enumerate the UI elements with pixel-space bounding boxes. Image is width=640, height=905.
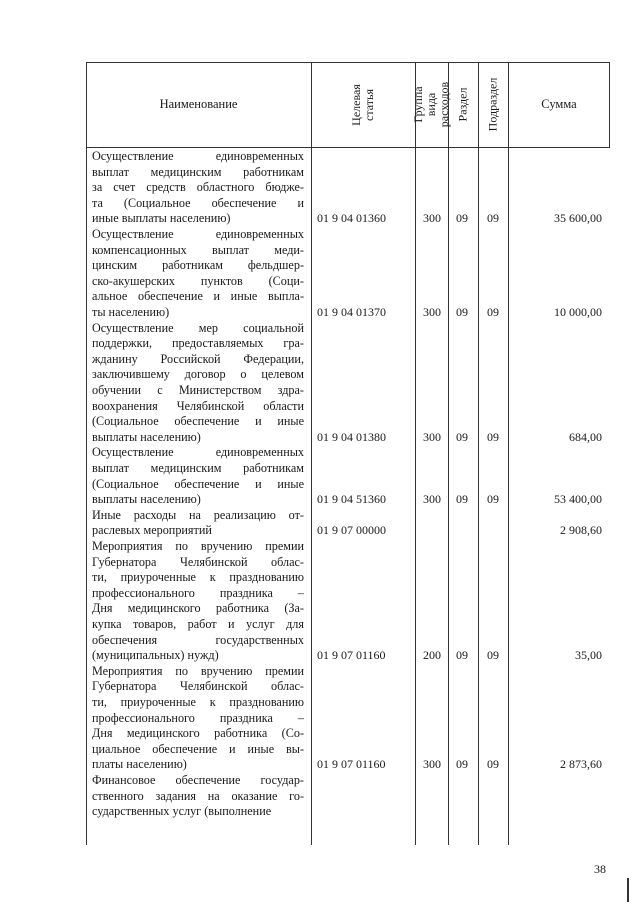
row-expense-group: 300 [423,757,441,772]
row-section: 09 [456,305,468,319]
row-expense-group: 200 [423,648,441,663]
row-subsection: 09 [487,492,499,507]
row-name-line: Губернатора Челябинской облас- [92,679,304,694]
row-name-line: выплат медицинским работникам [92,460,304,475]
header-section [448,62,478,147]
row-name-line: платы населению) [92,757,187,772]
row-name-line: Осуществление единовременных [92,227,304,241]
row-target-article: 01 9 07 01160 [317,648,386,663]
row-name-line: ственного задания на оказание го- [92,788,304,803]
row-section: 09 [456,429,468,444]
row-target-article: 01 9 07 01160 [317,757,386,772]
row-name [92,321,304,446]
row-sum: 53 400,00 [554,492,602,507]
row-sum: 684,00 [569,429,602,444]
column-divider [448,62,449,845]
row-name-line: выплаты населению) [92,492,201,507]
row-subsection: 09 [487,648,499,663]
row-subsection: 09 [487,211,499,226]
header-divider [86,147,610,148]
row-expense-group: 300 [423,305,441,319]
row-name [92,664,304,773]
row-name-line: Иные расходы на реализацию от- [92,507,304,522]
row-name-line: жданину Российской Федерации, [92,351,304,366]
row-name-line: (Социальное обеспечение и иные [92,414,304,429]
row-name [92,773,304,820]
row-section: 09 [456,648,468,663]
row-name-line: (муниципальных) нужд) [92,648,219,663]
row-name-line: ты населению) [92,304,170,319]
row-name-line: поддержки, предоставляемых гра- [92,336,304,351]
header-section-label: Раздел [455,87,470,122]
column-divider [508,62,509,845]
row-name-line: та (Социальное обеспечение и [92,195,304,210]
column-divider [311,62,312,845]
row-target-article: 01 9 04 01360 [317,211,386,226]
row-section: 09 [456,757,468,772]
header-expense-group [411,62,451,147]
row-sum: 2 873,60 [560,757,602,772]
column-divider [415,62,416,845]
row-name-line: альное обеспечение и иные выпла- [92,289,304,304]
row-name [92,149,304,227]
page-number: 38 [594,862,606,876]
row-name-line: Осуществление мер социальной [92,320,304,335]
row-name-line: Осуществление единовременных [92,149,304,163]
row-name-line: купка товаров, работ и услуг для [92,616,304,631]
row-subsection: 09 [487,305,499,319]
row-target-article: 01 9 04 01370 [317,305,386,319]
row-name [92,445,304,507]
scan-edge-mark [627,878,629,902]
table-border-left [86,62,87,845]
row-expense-group: 300 [423,211,441,226]
row-name-line: сударственных услуг (выполнение [92,804,272,819]
row-name-line: Губернатора Челябинской облас- [92,554,304,569]
row-name-line: Дня медицинского работника (Со- [92,726,304,741]
row-name-line: обеспечения государственных [92,632,304,647]
header-subsection [478,62,508,147]
row-name-line: заключившему договор о целевом [92,367,304,382]
row-name-line: воохранения Челябинской области [92,398,304,413]
budget-table [86,62,610,845]
row-name-line: Осуществление единовременных [92,445,304,460]
row-expense-group: 300 [423,492,441,507]
header-subsection-label: Подраздел [485,77,500,132]
row-name [92,227,304,321]
row-sum: 35 600,00 [554,211,602,226]
row-target-article: 01 9 07 00000 [317,523,386,538]
header-target-article [311,62,415,147]
row-name-line: ти, приуроченные к празднованию [92,694,304,709]
row-name-line: раслевых мероприятий [92,523,212,538]
row-name-line: профессионального праздника – [92,710,304,725]
header-sum: Сумма [541,97,577,111]
row-name-line: компенсационных выплат меди- [92,242,304,257]
row-expense-group: 300 [423,429,441,444]
row-name-line: ти, приуроченные к празднованию [92,570,304,585]
row-section: 09 [456,211,468,226]
row-name-line: выплат медицинским работникам [92,164,304,179]
header-expense-group-label: Группа вида расходов [411,81,451,128]
column-divider [478,62,479,845]
row-name-line: иные выплаты населению) [92,211,231,226]
row-name-line: Мероприятия по вручению премии [92,539,304,553]
row-target-article: 01 9 04 51360 [317,492,386,507]
row-section: 09 [456,492,468,507]
row-name-line: (Социальное обеспечение и иные [92,476,304,491]
row-name-line: выплаты населению) [92,429,201,444]
row-name-line: Дня медицинского работника (За- [92,601,304,616]
header-name: Наименование [159,97,238,111]
row-name-line: ско-акушерских пунктов (Соци- [92,273,304,288]
row-name-line: циальное обеспечение и иные вы- [92,741,304,756]
row-name [92,508,304,539]
row-target-article: 01 9 04 01380 [317,429,386,444]
row-sum: 2 908,60 [560,523,602,538]
row-name-line: за счет средств областного бюдже- [92,180,304,195]
row-subsection: 09 [487,429,499,444]
row-subsection: 09 [487,757,499,772]
row-sum: 35,00 [575,648,602,663]
row-name [92,539,304,664]
row-name-line: Мероприятия по вручению премии [92,663,304,678]
row-name-line: цинским работникам фельдшер- [92,258,304,273]
row-sum: 10 000,00 [554,305,602,319]
row-name-line: профессионального праздника – [92,585,304,600]
row-name-line: обучении с Министерством здра- [92,382,304,397]
header-target-article-label: Целевая статья [349,83,376,126]
row-name-line: Финансовое обеспечение государ- [92,773,304,787]
